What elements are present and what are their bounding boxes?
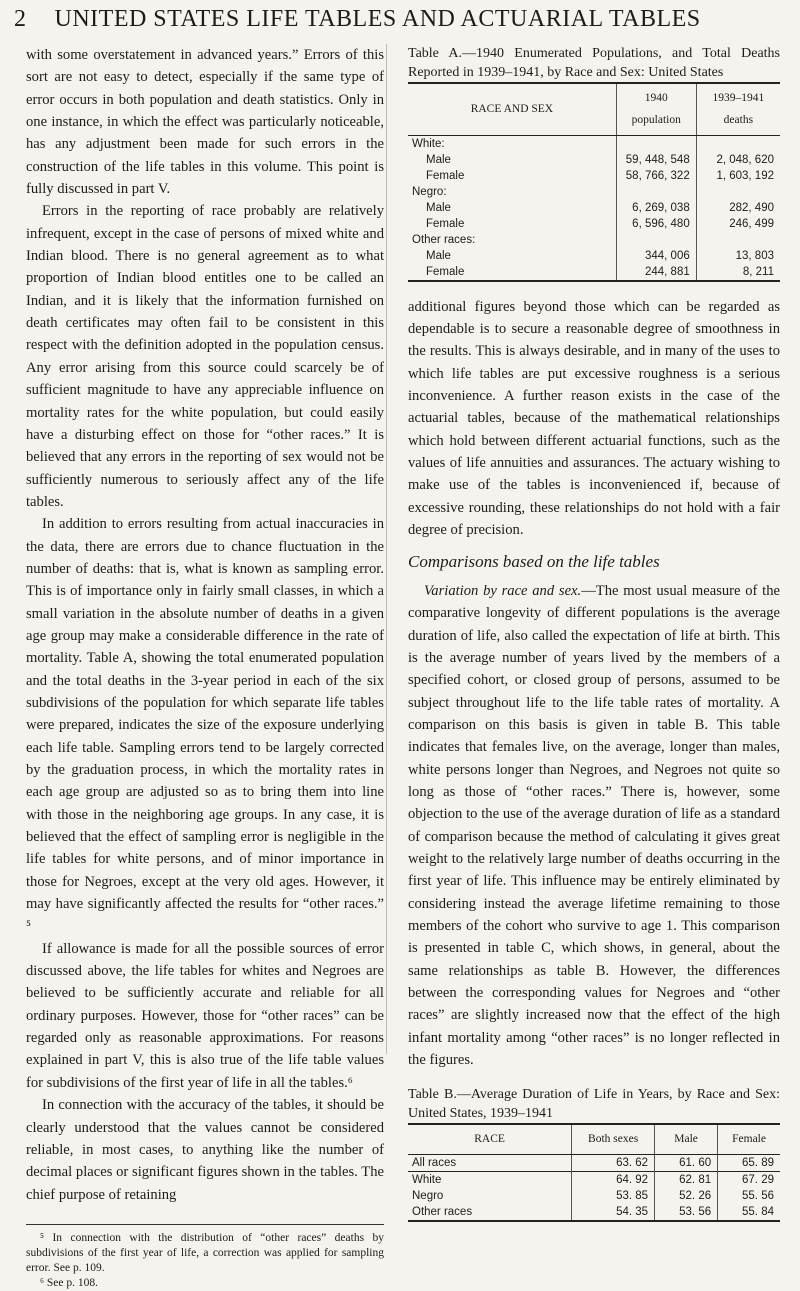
table-row — [408, 200, 780, 216]
table-a — [408, 82, 780, 282]
deaths-cell: 2, 048, 620 — [696, 152, 780, 168]
male-cell: 53. 56 — [655, 1204, 718, 1221]
both-sexes-cell: 54. 35 — [572, 1204, 655, 1221]
column-divider — [386, 44, 387, 1054]
left-column — [26, 44, 384, 1291]
row-label: Male — [426, 249, 451, 262]
population-cell — [616, 184, 696, 200]
footnote-6: ⁶ See p. 108. — [40, 1276, 98, 1289]
table-row — [408, 152, 780, 168]
row-label: Female — [426, 169, 465, 182]
male-cell: 62. 81 — [655, 1171, 718, 1188]
page-header — [14, 6, 786, 33]
section-subheading: Comparisons based on the life tables — [408, 552, 660, 572]
page-number: 2 — [14, 6, 27, 32]
female-cell: 67. 29 — [718, 1171, 780, 1188]
paragraph: If allowance is made for all the possible sources of error discussed above, the life tables for whites and Negroes are believed to be sufficiently accurate and reliable for all ordinary purposes. However, those for “other races” can be regarded only as reasonable approximations. For reasons explained in part V, this is also true of the life table values for subdivisions of the first year of life in all the tables.⁶ — [26, 940, 384, 1091]
running-title: UNITED STATES LIFE TABLES AND ACTUARIAL TABLES — [54, 6, 701, 32]
population-cell: 244, 881 — [616, 264, 696, 281]
table-b-caption: Table B.—Average Duration of Life in Years, by Race and Sex: United States, 1939–1941 — [408, 1087, 780, 1122]
deaths-cell: 1, 603, 192 — [696, 168, 780, 184]
deaths-cell: 282, 490 — [696, 200, 780, 216]
table-b — [408, 1123, 780, 1221]
table-b-header-female: Female — [718, 1124, 780, 1154]
population-cell: 344, 006 — [616, 248, 696, 264]
deaths-cell: 13, 803 — [696, 248, 780, 264]
table-a-header-race: RACE AND SEX — [408, 83, 616, 135]
deaths-cell — [696, 232, 780, 248]
table-row — [408, 184, 780, 200]
both-sexes-cell: 64. 92 — [572, 1171, 655, 1188]
row-label: Negro: — [412, 185, 447, 198]
table-row — [408, 1204, 780, 1221]
right-column — [408, 44, 780, 1222]
population-cell: 58, 766, 322 — [616, 168, 696, 184]
table-row — [408, 1188, 780, 1204]
table-row — [408, 1171, 780, 1188]
female-cell: 55. 84 — [718, 1204, 780, 1221]
deaths-cell — [696, 135, 780, 152]
population-cell — [616, 232, 696, 248]
table-row — [408, 168, 780, 184]
deaths-cell: 246, 499 — [696, 216, 780, 232]
table-row — [408, 248, 780, 264]
row-label: Other races: — [412, 233, 476, 246]
table-row — [408, 264, 780, 281]
row-label: White: — [412, 137, 445, 150]
paragraph: Errors in the reporting of race probably are relatively infrequent, except in the case of persons of mixed white and Indian blood. There is no general agreement as to what proportion of Indian blood entitles one to be called an Indian, and it is likely that the information furnished on death certificates may often fail to be consistent in this respect with the definition adopted in the population census. Any error arising from this source could scarcely be of sufficient magnitude to have any appreciable influence on mortality rates for the white population, but could easily have a disturbing effect on those for “other races.” It is believed that any errors in the reporting of sex would not be sufficiently numerous to seriously affect any of the life tables. — [26, 203, 384, 510]
table-row — [408, 216, 780, 232]
table-a-header-pop: 1940 population — [616, 83, 696, 135]
paragraph-body: —The most usual measure of the comparative longevity of different populations is the average duration of life, also called the expectation of life at birth. This is the average number of years lived by the members of a specified cohort, or closed group of persons, assumed to be subject throughout life to the life table rates of mortality. A comparison on this basis is given in table B. This table indicates that females live, on the average, longer than males, white persons longer than Negroes, and Negroes not quite so long as those of “other races.” There is, however, some objection to the use of the average duration of life as a standard of comparison because the method of calculating it gives great weight to the relatively large number of deaths occurring in the first year of life. This influence may be entirely eliminated by considering instead the average lifetime remaining to those members of the cohort who survive to age 1. This comparison is presented in table C, which shows, in general, about the same relationships as table B. However, the differences between the corresponding values for Negroes and “other races” are slightly increased now that the effect of the high infant mortality among “other races” is no longer reflected in the figures. — [408, 582, 780, 1069]
footnote-5: ⁵ In connection with the distribution of “other races” deaths by subdivisions of the first year of life, a correction was applied for sampling error. See p. 109. — [26, 1224, 384, 1276]
deaths-cell — [696, 184, 780, 200]
paragraph: In connection with the accuracy of the tables, it should be clearly understood that the values cannot be considered reliable, in most cases, to anything like the number of decimal places or significant figures shown in the tables. The chief purpose of retaining — [26, 1097, 384, 1203]
female-cell: 65. 89 — [718, 1154, 780, 1171]
deaths-cell: 8, 211 — [696, 264, 780, 281]
table-b-header-both: Both sexes — [572, 1124, 655, 1154]
row-label: All races — [412, 1156, 457, 1169]
paragraph: additional figures beyond those which can be regarded as dependable is to secure a reasonable degree of smoothness in the results. This is always desirable, and in many of the uses to which life tables are put excessive roughness is a serious inconvenience. A further reason exists in the case of the actuarial tables, because of the mathematical relationships which hold between different actuarial functions, such as the values of life annuities and assurances. The actuary wishing to make use of the tables is inconvenienced if, because of excessive rounding, these relationships do not hold with a fair degree of precision. — [408, 298, 780, 539]
female-cell: 55. 56 — [718, 1188, 780, 1204]
table-row — [408, 232, 780, 248]
male-cell: 61. 60 — [655, 1154, 718, 1171]
table-b-header-male: Male — [655, 1124, 718, 1154]
both-sexes-cell: 63. 62 — [572, 1154, 655, 1171]
row-label: Other races — [408, 1204, 572, 1221]
population-cell: 59, 448, 548 — [616, 152, 696, 168]
row-label: Female — [408, 264, 616, 281]
row-label: Female — [426, 217, 465, 230]
table-row — [408, 1154, 780, 1171]
population-cell: 6, 596, 480 — [616, 216, 696, 232]
both-sexes-cell: 53. 85 — [572, 1188, 655, 1204]
table-b-header-race: RACE — [408, 1124, 572, 1154]
paragraph: In addition to errors resulting from actual inaccuracies in the data, there are errors due to chance fluctuation in the number of deaths: that is, what is known as sampling error. This is of importance only in fairly small classes, in which a small variation in the absolute number of deaths in a given age group may make a considerable difference in the rate of mortality. Table A, showing the total enumerated population and the total deaths in the 3-year period in each of the six subdivisions of the population for which separate life tables were prepared, indicates the size of the exposure underlying each life table. Sampling errors tend to be largely corrected by the graduation process, in which the mortality rates in each age group are adjusted so as to bring them into line with those in the neighboring age groups. In any case, it is believed that the effect of sampling error is negligible in the life tables for white persons, and of minor importance in those for Negroes, except at the very old ages. However, it may have significantly affected the results for “other races.” ⁵ — [26, 516, 384, 935]
male-cell: 52. 26 — [655, 1188, 718, 1204]
row-label: Male — [426, 153, 451, 166]
table-a-header-deaths: 1939–1941 deaths — [696, 83, 780, 135]
table-row — [408, 135, 780, 152]
row-label: Male — [426, 201, 451, 214]
population-cell — [616, 135, 696, 152]
row-label: White — [412, 1173, 442, 1186]
paragraph — [408, 580, 780, 1072]
table-a-caption: Table A.—1940 Enumerated Populations, and Total Deaths Reported in 1939–1941, by Race and Sex: United States — [408, 46, 780, 80]
paragraph-lead: Variation by race and sex. — [424, 582, 582, 599]
paragraph: with some overstatement in advanced years.” Errors of this sort are not easy to detect, especially if the same type of error occurs in both population and death statistics. Only in one instance, in which the effect was particularly noticeable, has any adjustment been made for such errors in the construction of the life tables in this volume. This point is fully discussed in part V. — [26, 47, 384, 198]
row-label: Negro — [412, 1189, 444, 1202]
population-cell: 6, 269, 038 — [616, 200, 696, 216]
